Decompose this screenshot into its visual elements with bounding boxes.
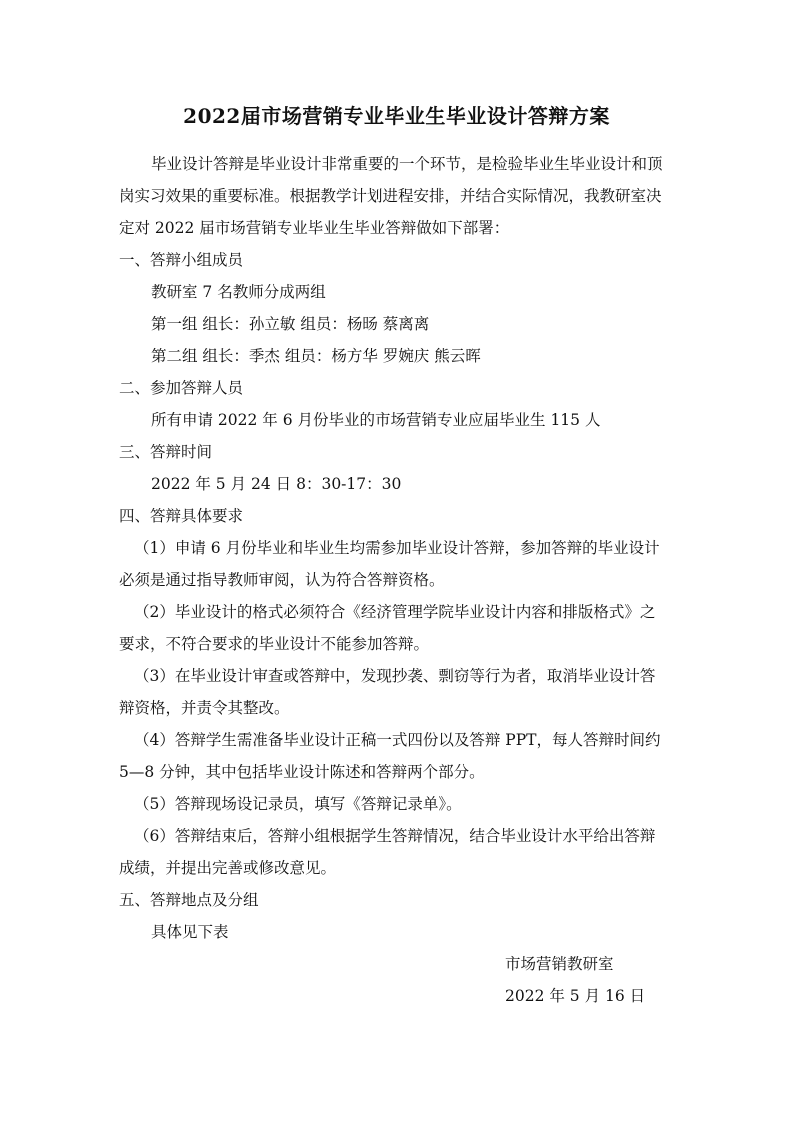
- requirement-item: （5）答辩现场设记录员，填写《答辩记录单》。: [134, 795, 462, 813]
- requirement-item: （2）毕业设计的格式必须符合《经济管理学院毕业设计内容和排版格式》之: [134, 603, 656, 621]
- signature-date: 2022 年 5 月 16 日: [505, 987, 646, 1005]
- section-text: 具体见下表: [151, 923, 229, 941]
- section-heading: 二、参加答辩人员: [119, 379, 244, 397]
- requirement-item: （6）答辩结束后，答辩小组根据学生答辩情况，结合毕业设计水平给出答辩: [134, 827, 656, 845]
- requirement-item-cont: 辩资格，并责令其整改。: [119, 699, 290, 717]
- group-two-line: 第二组 组长：季杰 组员：杨方华 罗婉庆 熊云晖: [151, 347, 481, 365]
- document-title: 2022届市场营销专业毕业生毕业设计答辩方案: [183, 104, 610, 128]
- requirement-item: （1）申请 6 月份毕业和毕业生均需参加毕业设计答辩，参加答辩的毕业设计: [134, 539, 660, 557]
- section-text: 教研室 7 名教师分成两组: [151, 283, 326, 301]
- requirement-item-cont: 成绩，并提出完善或修改意见。: [119, 859, 337, 877]
- intro-line: 岗实习效果的重要标准。根据教学计划进程安排，并结合实际情况，我教研室决: [119, 187, 662, 205]
- intro-line: 毕业设计答辩是毕业设计非常重要的一个环节，是检验毕业生毕业设计和顶: [151, 155, 663, 173]
- section-heading: 三、答辩时间: [119, 443, 213, 461]
- signature-org: 市场营销教研室: [505, 955, 614, 973]
- requirement-item: （3）在毕业设计审查或答辩中，发现抄袭、剽窃等行为者，取消毕业设计答: [134, 667, 656, 685]
- requirement-item-cont: 5—8 分钟，其中包括毕业设计陈述和答辩两个部分。: [119, 763, 485, 781]
- section-text: 2022 年 5 月 24 日 8：30-17：30: [151, 475, 402, 493]
- section-heading: 五、答辩地点及分组: [119, 891, 259, 909]
- section-heading: 四、答辩具体要求: [119, 507, 244, 525]
- requirement-item-cont: 必须是通过指导教师审阅，认为符合答辩资格。: [119, 571, 445, 589]
- group-one-line: 第一组 组长：孙立敏 组员：杨旸 蔡离离: [151, 315, 430, 333]
- requirement-item: （4）答辩学生需准备毕业设计正稿一式四份以及答辩 PPT，每人答辩时间约: [134, 731, 661, 749]
- requirement-item-cont: 要求，不符合要求的毕业设计不能参加答辩。: [119, 635, 430, 653]
- section-text: 所有申请 2022 年 6 月份毕业的市场营销专业应届毕业生 115 人: [151, 411, 601, 429]
- intro-line: 定对 2022 届市场营销专业毕业生毕业答辩做如下部署：: [119, 219, 510, 237]
- section-heading: 一、答辩小组成员: [119, 251, 244, 269]
